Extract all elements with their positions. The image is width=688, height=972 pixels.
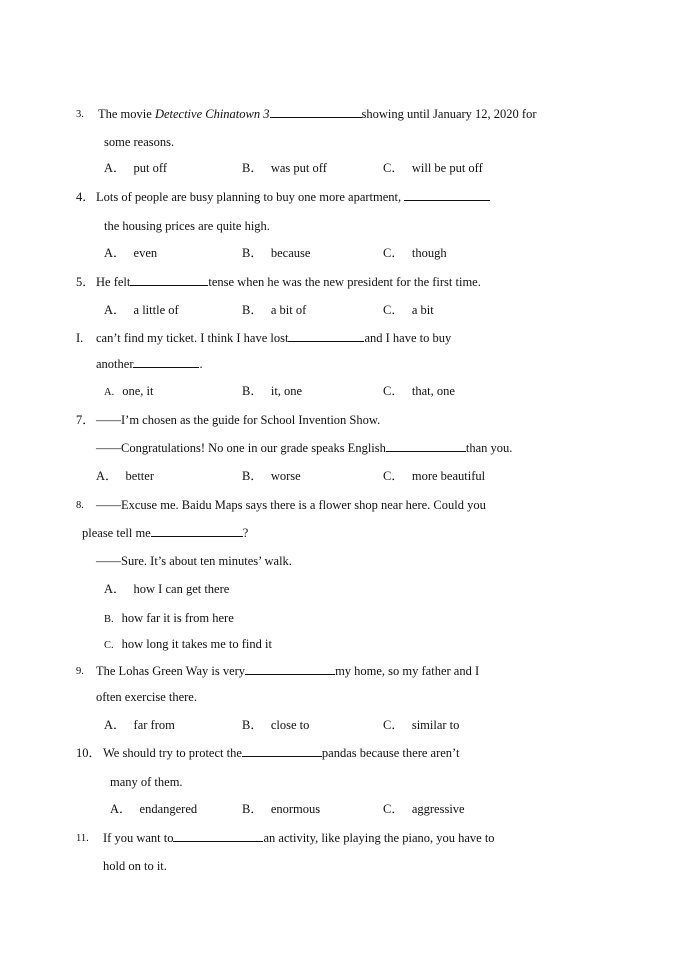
option-c[interactable]: C． more beautiful [383,469,486,483]
option-a[interactable]: A． put off [104,161,167,175]
answer-blank[interactable] [151,525,243,537]
option-a[interactable]: A． even [104,246,158,260]
answer-blank[interactable] [242,745,322,757]
question-stem-continued: many of them. [110,775,183,789]
question-number: I. [76,331,84,345]
option-b[interactable]: B． enormous [242,802,321,816]
question-stem-line-3: ——Sure. It’s about ten minutes’ walk. [96,554,292,568]
question-stem: If you want to an activity, like playing the piano, you have to [103,831,495,845]
question-number: 8. [76,500,84,511]
question-number: 5． [76,275,95,289]
option-c[interactable]: C． though [383,246,447,260]
option-c[interactable]: C． similar to [383,718,460,732]
answer-blank[interactable] [386,440,466,452]
option-a[interactable]: A． far from [104,718,175,732]
question-stem-line-2: ——Congratulations! No one in our grade speaks English than you. [96,441,513,455]
option-a[interactable]: A． endangered [110,802,198,816]
question-number: 7． [76,413,95,427]
question-stem: ——I’m chosen as the guide for School Invention Show. [96,413,381,427]
question-stem: The Lohas Green Way is very my home, so my father and I [96,664,480,678]
question-number: 4． [76,190,95,204]
option-b[interactable]: B． it, one [242,384,303,398]
question-stem-line-2: please tell me ? [82,526,249,540]
question-stem: ——Excuse me. Baidu Maps says there is a flower shop near here. Could you [96,498,486,512]
answer-blank[interactable] [270,106,362,118]
option-a[interactable]: A． how I can get there [104,582,230,596]
option-b[interactable]: B． because [242,246,311,260]
question-number: 3. [76,109,84,120]
option-b[interactable]: B． worse [242,469,301,483]
question-stem-continued: hold on to it. [103,859,167,873]
question-stem-continued: the housing prices are quite high. [104,219,270,233]
option-b[interactable]: B． was put off [242,161,327,175]
option-c[interactable]: C． a bit [383,303,434,317]
movie-title: Detective Chinatown 3 [154,107,270,121]
answer-blank[interactable] [173,830,263,842]
answer-blank[interactable] [288,330,364,342]
option-c[interactable]: C． that, one [383,384,455,398]
option-b[interactable]: B. how far it is from here [104,611,234,625]
option-c[interactable]: C. how long it takes me to find it [104,637,272,651]
question-stem: can’t find my ticket. I think I have lost and I have to buy [96,331,452,345]
answer-blank[interactable] [133,356,199,368]
answer-blank[interactable] [130,274,208,286]
question-stem: We should try to protect the pandas because there aren’t [103,746,460,760]
question-stem: The movie Detective Chinatown 3 showing until January 12, 2020 for [98,107,537,121]
question-stem: He felt tense when he was the new president for the first time. [96,275,481,289]
option-a[interactable]: A． better [96,469,154,483]
option-a[interactable]: A． a little of [104,303,179,317]
question-number: 11. [76,833,89,844]
question-stem: Lots of people are busy planning to buy one more apartment, [96,189,490,205]
option-c[interactable]: C． aggressive [383,802,465,816]
option-b[interactable]: B． a bit of [242,303,307,317]
option-c[interactable]: C． will be put off [383,161,483,175]
question-stem-continued: often exercise there. [96,690,197,704]
answer-blank[interactable] [245,663,335,675]
question-number: 9. [76,666,84,677]
option-a[interactable]: A. one, it [104,384,154,398]
option-b[interactable]: B． close to [242,718,310,732]
question-number: 10． [76,746,102,760]
question-stem-continued: some reasons. [104,135,175,149]
question-stem-continued: another . [96,357,203,371]
answer-blank[interactable] [404,189,490,201]
